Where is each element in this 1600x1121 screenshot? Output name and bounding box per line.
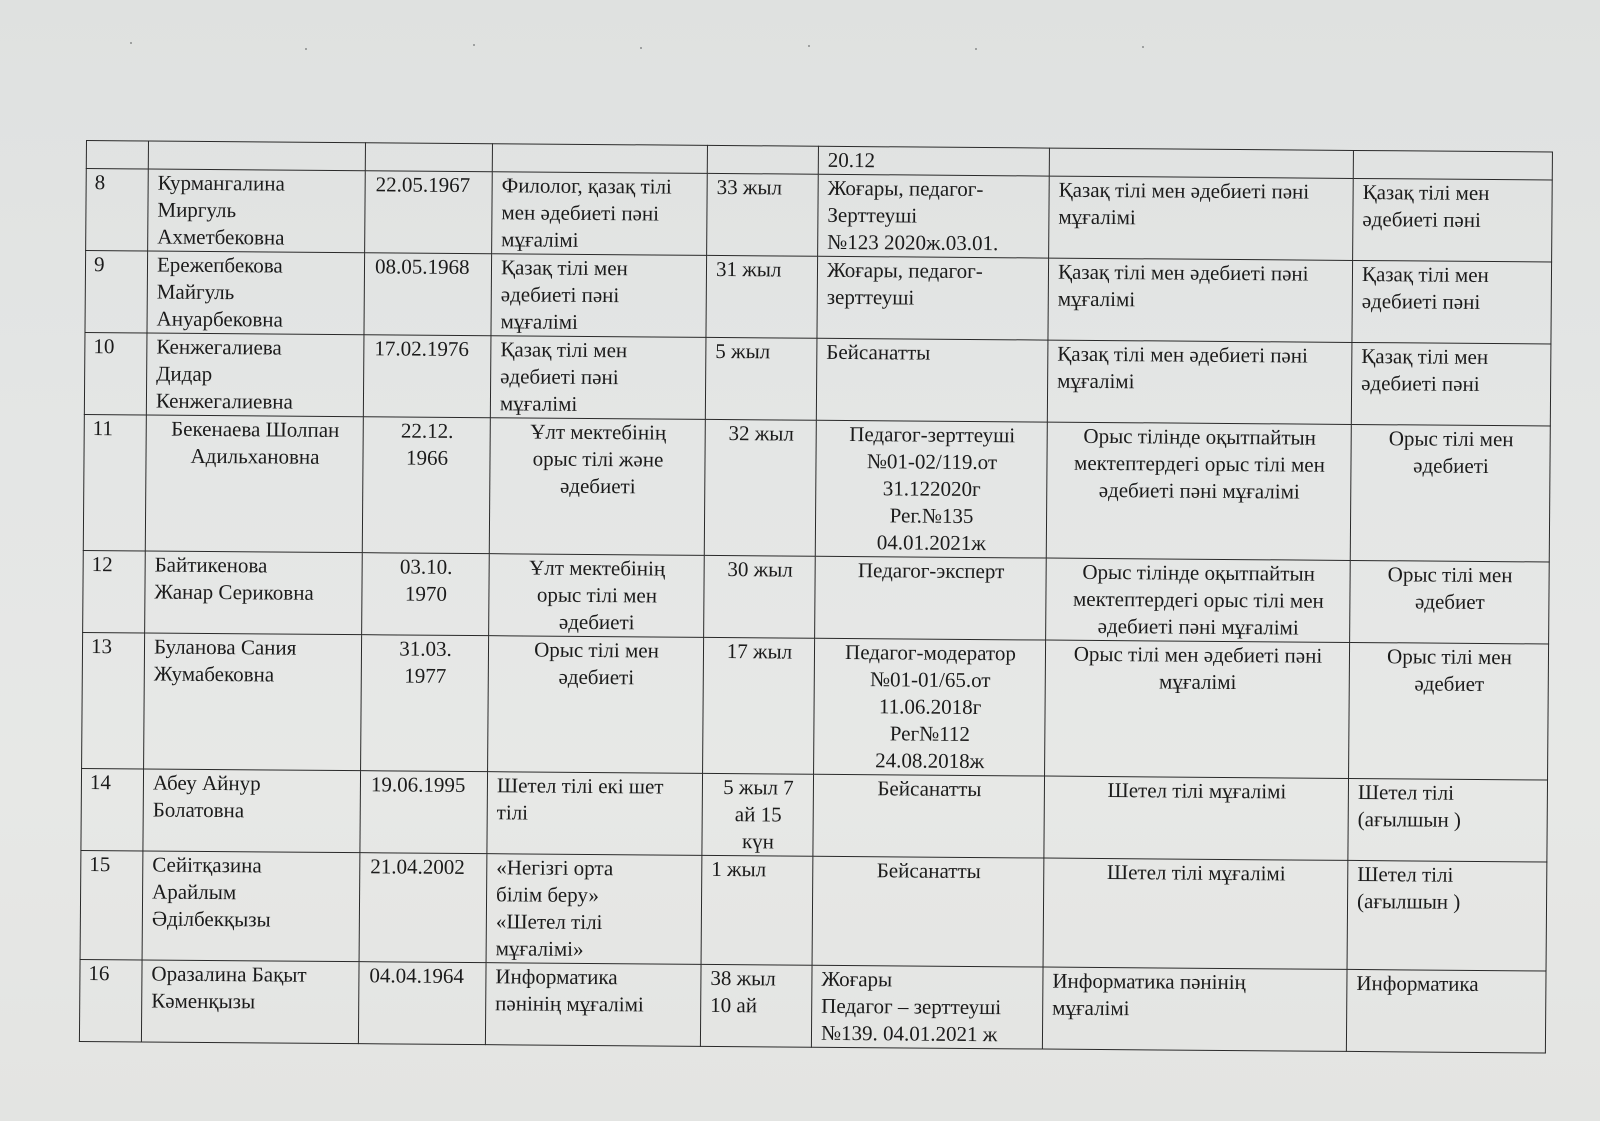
birth-date: 17.02.1976 — [363, 335, 491, 418]
row-number: 15 — [80, 850, 143, 959]
subject: Шетел тілі (ағылшын ) — [1348, 778, 1548, 862]
birth-date — [365, 143, 492, 172]
experience: 5 жыл — [705, 337, 817, 420]
full-name: Абеу Айнур Болатовна — [143, 769, 361, 853]
position: Информатика пәнінің мұғалімі — [1042, 967, 1347, 1051]
birth-date: 22.05.1967 — [365, 171, 493, 254]
experience: 32 жыл — [704, 419, 816, 556]
subject: Шетел тілі (ағылшын ) — [1347, 860, 1547, 971]
specialty: «Негізгі орта білім беру» «Шетел тілі мұғалімі» — [486, 854, 702, 965]
table-row — [81, 768, 1548, 862]
specialty: Қазақ тілі мен әдебиеті пәні мұғалімі — [490, 336, 706, 420]
row-number: 12 — [83, 550, 146, 632]
category: Бейсанатты — [813, 774, 1045, 858]
full-name: Ережепбекова Майгуль Ануарбековна — [147, 251, 365, 335]
category: 20.12 — [818, 146, 1049, 176]
specialty — [492, 144, 707, 174]
experience: 5 жыл 7 ай 15 күн — [702, 773, 814, 856]
subject: Орыс тілі мен әдебиеті — [1350, 424, 1550, 562]
table-row — [80, 850, 1547, 971]
position: Орыс тілі мен әдебиеті пәні мұғалімі — [1045, 640, 1350, 778]
table-row — [83, 414, 1550, 562]
specialty: Ұлт мектебінің орыс тілі мен әдебиеті — [489, 554, 705, 638]
experience: 31 жыл — [706, 255, 818, 338]
full-name: Оразалина Бақыт Кәменқызы — [141, 960, 359, 1044]
row-number: 9 — [85, 251, 148, 333]
table-row — [86, 169, 1553, 263]
specialty: Информатика пәнінің мұғалімі — [485, 963, 701, 1047]
position: Қазақ тілі мен әдебиеті пәні мұғалімі — [1049, 176, 1354, 260]
full-name — [148, 141, 365, 171]
birth-date: 04.04.1964 — [358, 962, 486, 1045]
subject: Қазақ тілі мен әдебиеті пәні — [1353, 178, 1553, 262]
table-row — [82, 632, 1549, 780]
table-row — [85, 251, 1552, 345]
full-name: Бекенаева Шолпан Адильхановна — [145, 415, 363, 553]
subject — [1353, 150, 1552, 180]
row-number — [86, 141, 148, 169]
subject: Информатика — [1346, 969, 1546, 1053]
position: Шетел тілі мұғалімі — [1044, 776, 1349, 860]
category: Бейсанатты — [816, 338, 1048, 422]
paper-speck — [808, 45, 810, 47]
subject: Қазақ тілі мен әдебиеті пәні — [1351, 342, 1551, 426]
row-number: 13 — [82, 632, 145, 768]
experience: 33 жыл — [707, 173, 819, 256]
paper-speck — [305, 48, 307, 50]
full-name: Буланова Сания Жумабековна — [144, 633, 362, 771]
position: Орыс тілінде оқытпайтын мектептердегі орыс тілі мен әдебиеті пәні мұғалімі — [1046, 422, 1351, 560]
birth-date: 08.05.1968 — [364, 253, 492, 336]
category: Педагог-модератор №01-01/65.от 11.06.2018г Рег№112 24.08.2018ж — [814, 638, 1046, 776]
category: Жоғары Педагог – зерттеуші №139. 04.01.2021 ж — [811, 965, 1043, 1049]
specialty: Қазақ тілі мен әдебиеті пәні мұғалімі — [491, 254, 707, 338]
birth-date: 19.06.1995 — [360, 771, 488, 854]
specialty: Орыс тілі мен әдебиеті — [488, 636, 704, 774]
position: Орыс тілінде оқытпайтын мектептердегі орыс тілі мен әдебиеті пәні мұғалімі — [1046, 558, 1351, 642]
staff-table — [79, 140, 1553, 1053]
experience: 1 жыл — [701, 855, 813, 965]
paper-speck — [1142, 46, 1144, 48]
row-number: 16 — [79, 959, 142, 1041]
row-number: 14 — [81, 768, 144, 850]
experience: 17 жыл — [703, 637, 815, 774]
position: Қазақ тілі мен әдебиеті пәні мұғалімі — [1048, 258, 1353, 342]
category: Жоғары, педагог- Зерттеуші №123 2020ж.03.01. — [818, 174, 1050, 258]
experience — [707, 145, 818, 174]
position — [1049, 148, 1353, 178]
specialty: Шетел тілі екі шет тілі — [487, 772, 703, 856]
position: Шетел тілі мұғалімі — [1043, 858, 1348, 969]
subject: Қазақ тілі мен әдебиеті пәні — [1352, 260, 1552, 344]
paper-speck — [473, 44, 475, 46]
specialty: Филолог, қазақ тілі мен әдебиеті пәні мұғалімі — [492, 172, 708, 256]
table-row — [83, 550, 1550, 644]
paper-speck — [130, 42, 132, 44]
row-number: 11 — [83, 414, 146, 550]
full-name: Сейітқазина Арайлым Әділбекқызы — [142, 851, 360, 962]
category: Жоғары, педагог- зерттеуші — [817, 256, 1049, 340]
table-row — [79, 959, 1546, 1053]
specialty: Ұлт мектебінің орыс тілі және әдебиеті — [489, 418, 705, 556]
birth-date: 03.10. 1970 — [362, 553, 490, 636]
birth-date: 22.12. 1966 — [362, 417, 490, 554]
position: Қазақ тілі мен әдебиеті пәні мұғалімі — [1047, 340, 1352, 424]
full-name: Байтикенова Жанар Сериковна — [145, 551, 363, 635]
birth-date: 21.04.2002 — [359, 853, 487, 963]
experience: 38 жыл 10 ай — [700, 964, 812, 1047]
table-row — [84, 332, 1551, 426]
category: Педагог-эксперт — [815, 556, 1047, 640]
subject: Орыс тілі мен әдебиет — [1350, 560, 1550, 644]
subject: Орыс тілі мен әдебиет — [1349, 642, 1549, 780]
experience: 30 жыл — [704, 555, 816, 638]
row-number: 10 — [84, 332, 147, 414]
category: Бейсанатты — [812, 856, 1044, 967]
category: Педагог-зерттеуші №01-02/119.от 31.122020г Рег.№135 04.01.2021ж — [815, 420, 1047, 558]
paper-speck — [640, 47, 642, 49]
full-name: Кенжегалиева Дидар Кенжегалиевна — [146, 333, 364, 417]
row-number: 8 — [86, 169, 149, 251]
full-name: Курмангалина Миргуль Ахметбековна — [148, 169, 366, 253]
paper-speck — [975, 48, 977, 50]
birth-date: 31.03. 1977 — [361, 635, 489, 772]
